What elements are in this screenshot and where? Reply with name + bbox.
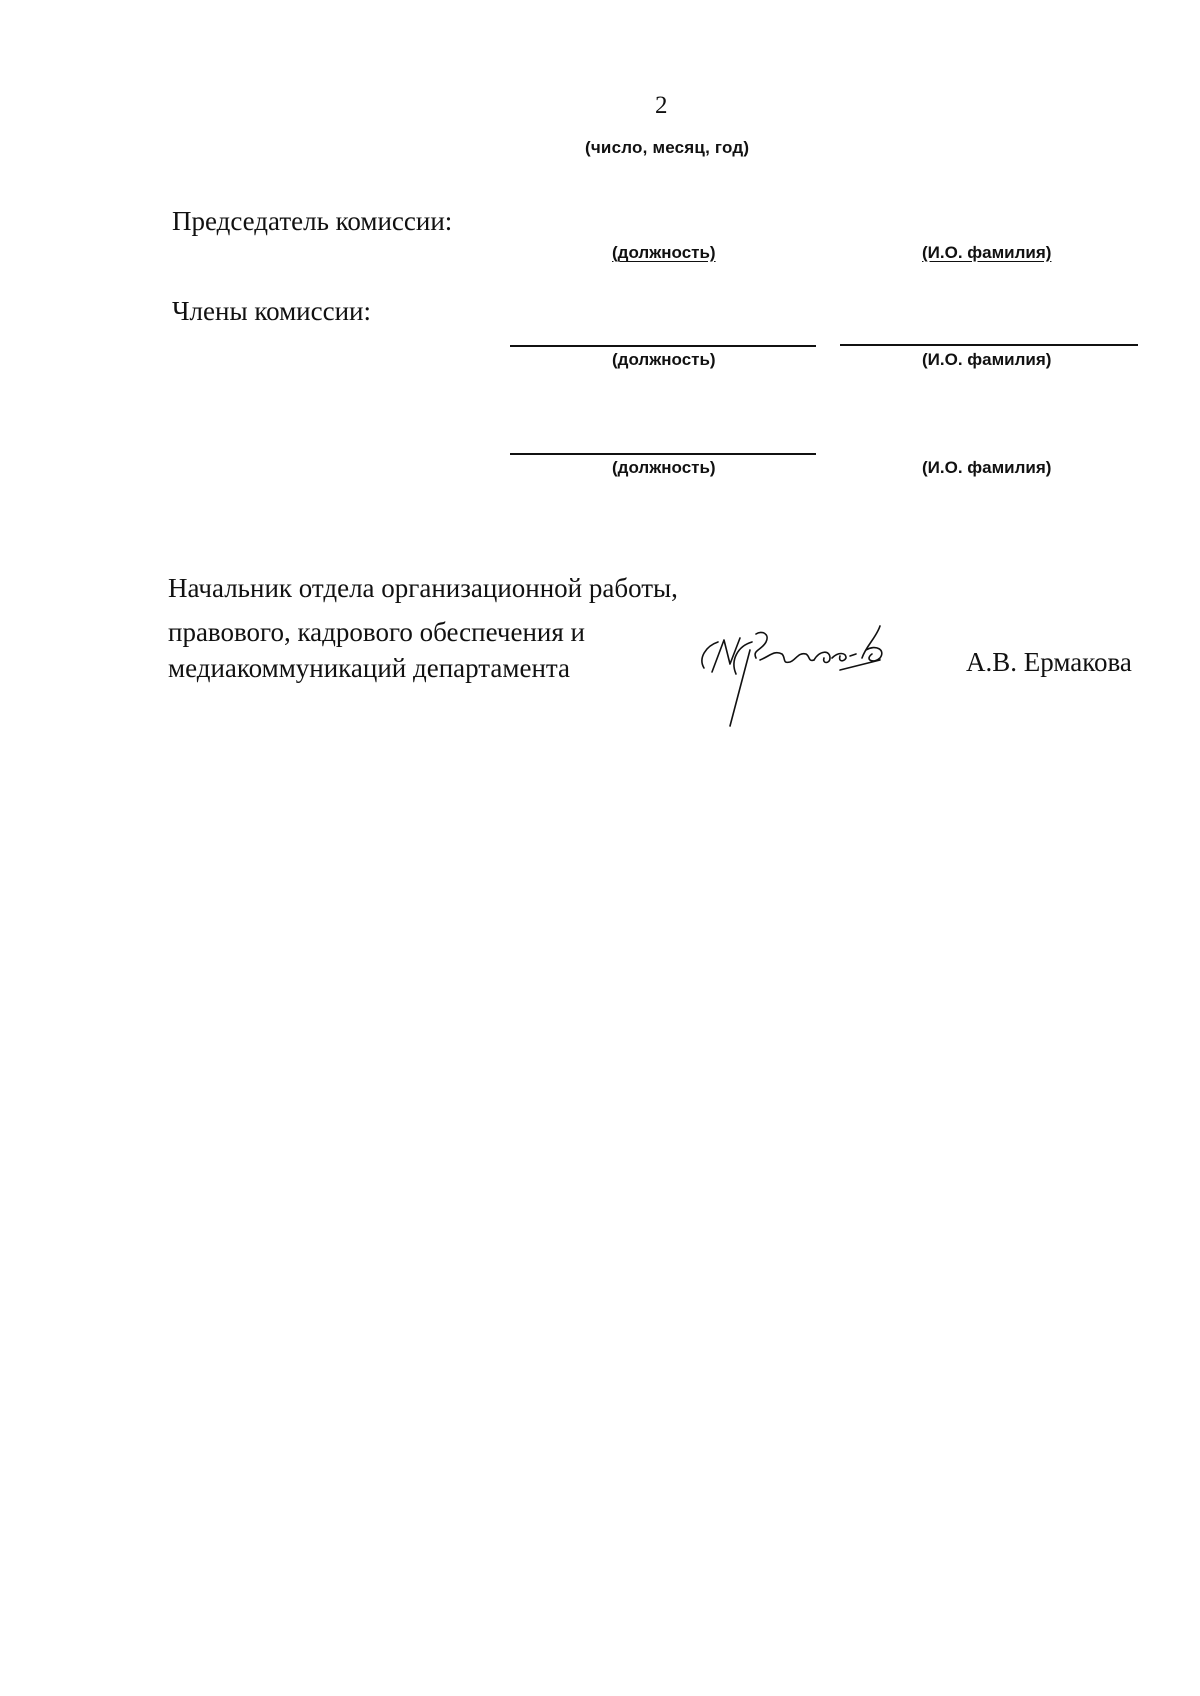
signatory-title-line-2: правового, кадрового обеспечения и (168, 617, 585, 647)
member-1-position-caption: (должность) (612, 350, 716, 369)
handwritten-signature-icon (690, 620, 920, 730)
member-2-position-caption: (должность) (612, 458, 716, 477)
page-number: 2 (655, 92, 668, 119)
member-2-position-line (510, 453, 816, 455)
signatory-name: А.В. Ермакова (966, 647, 1132, 677)
signatory-title-line-1: Начальник отдела организационной работы, (168, 573, 678, 603)
member-1-name-caption: (И.О. фамилия) (922, 350, 1052, 369)
member-1-name-line (840, 344, 1138, 346)
chair-name-caption: (И.О. фамилия) (922, 243, 1052, 262)
members-label: Члены комиссии: (172, 296, 371, 326)
member-1-position-line (510, 345, 816, 347)
chair-label: Председатель комиссии: (172, 206, 453, 236)
member-2-name-caption: (И.О. фамилия) (922, 458, 1052, 477)
chair-position-caption: (должность) (612, 243, 716, 262)
date-caption: (число, месяц, год) (585, 138, 750, 157)
signatory-title-line-3: медиакоммуникаций департамента (168, 653, 571, 683)
